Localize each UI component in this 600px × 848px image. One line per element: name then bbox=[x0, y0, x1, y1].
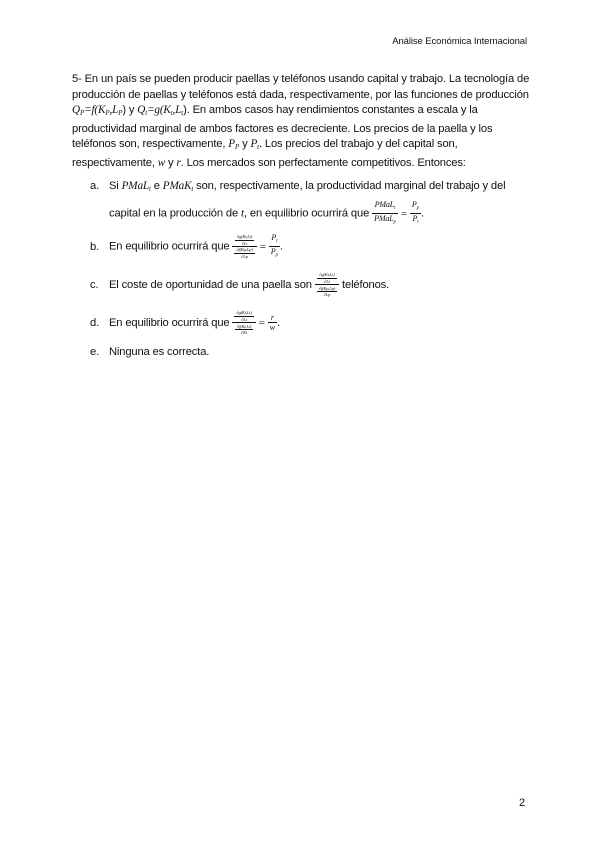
fraction-price-ratio: $\frac{P_p}{P_t}$ bbox=[411, 200, 420, 225]
option-body: Si PMaL$_t$ e PMaK$_t$ son, respectivamente, la productividad marginal del trabajo y del capital en la producción de t, en equilibrio ocurrirá que $\frac{PMaL_t}{PMaL_p}$ = $\frac{P_p}{P_t}$ . bbox=[109, 180, 506, 225]
option-body: El coste de oportunidad de una paella son $\frac{\frac{\partial g(Kt,Lt)}{\partial Lt}}{\frac{\partial f(Kp,Lp)}{\partial Lp}}$ teléfonos. bbox=[109, 272, 390, 298]
fraction-derivative-ratio: $\frac{\frac{\partial g(Kt,Lt)}{\partial Lt}}{\frac{\partial f(Kt,Lt)}{\partial Kt}}$ bbox=[232, 310, 255, 336]
question-intro: 5- En un país se pueden producir paellas y teléfonos usando capital y trabajo. La tecnología de producción de paellas y teléfonos está dada, respectivamente, por las funciones de producción bbox=[72, 73, 530, 101]
running-header: Análise Económica Internacional bbox=[392, 36, 527, 47]
fraction-opportunity-cost: $\frac{\frac{\partial g(Kt,Lt)}{\partial Lt}}{\frac{\partial f(Kp,Lp)}{\partial Lp}}$ bbox=[315, 272, 339, 298]
option-a bbox=[90, 175, 530, 227]
fraction-derivative-ratio: $\frac{\frac{\partial g(Kt,Lt)}{\partial Lt}}{\frac{\partial f(Kp,Lp)}{\partial Lp}}$ bbox=[232, 234, 256, 260]
math-w: w bbox=[157, 156, 166, 169]
question-text: 5- En un país se pueden producir paellas y teléfonos usando capital y trabajo. La tecnología de producción de paellas y teléfonos está dada, respectivamente, por las funciones de producción $Q_P=f(K_P,L_P)$ y $Q_t=g(K_t,L_t)$. En ambos casos hay rendimientos constantes a escala y la productividad marginal de ambos factores es decreciente. Los precios de la paella y los teléfonos son, respectivamente, $P_P$ y $P_t$. Los precios del trabajo y del capital son, respectivamente, w y r. Los mercados son perfectamente competitivos. Entonces: bbox=[72, 73, 530, 169]
option-b bbox=[90, 233, 530, 260]
math-pp: $P_P$ bbox=[228, 138, 240, 152]
math-r: r bbox=[176, 156, 181, 169]
option-body: En equilibrio ocurrirá que $\frac{\frac{\partial g(Kt,Lt)}{\partial Lt}}{\frac{\partial f(Kp,Lp)}{\partial Lp}}$ = $\frac{P_t}{P_p}$ . bbox=[109, 233, 283, 259]
math-pt: $P_t$ bbox=[250, 138, 259, 152]
question-assumptions: En ambos casos hay rendimientos constantes a escala y la productividad marginal de ambos factores es decreciente. Los precios de la paella y los teléfonos son, respectivamente, bbox=[72, 104, 493, 151]
option-e bbox=[90, 346, 530, 358]
fraction-factor-price-ratio: $\frac{r}{w}$ bbox=[269, 313, 275, 333]
option-letter: e. bbox=[90, 345, 100, 358]
math-pmak: PMaK$_t$ bbox=[162, 180, 194, 193]
math-pmal: PMaL$_t$ bbox=[121, 180, 151, 193]
option-letter: c. bbox=[90, 278, 99, 291]
math-qp: $Q_P=f(K_P,L_P$ bbox=[72, 104, 123, 118]
option-body: Ninguna es correcta. bbox=[109, 345, 210, 358]
option-letter: d. bbox=[90, 316, 100, 329]
fraction-pmal-ratio: $\frac{PMaL_t}{PMaL_p}$ bbox=[374, 200, 396, 225]
math-qt: $Q_t=g(K_t,L_t$ bbox=[137, 104, 184, 118]
option-letter: a. bbox=[90, 180, 100, 192]
option-c bbox=[90, 272, 530, 298]
fraction-price-ratio: $\frac{P_t}{P_p}$ bbox=[270, 233, 278, 258]
page-number: 2 bbox=[519, 797, 526, 809]
option-letter: b. bbox=[90, 240, 100, 253]
option-d bbox=[90, 310, 530, 336]
option-body: En equilibrio ocurrirá que $\frac{\frac{\partial g(Kt,Lt)}{\partial Lt}}{\frac{\partial f(Kt,Lt)}{\partial Kt}}$ = $\frac{r}{w}$ . bbox=[109, 310, 280, 336]
answer-options bbox=[90, 175, 530, 358]
